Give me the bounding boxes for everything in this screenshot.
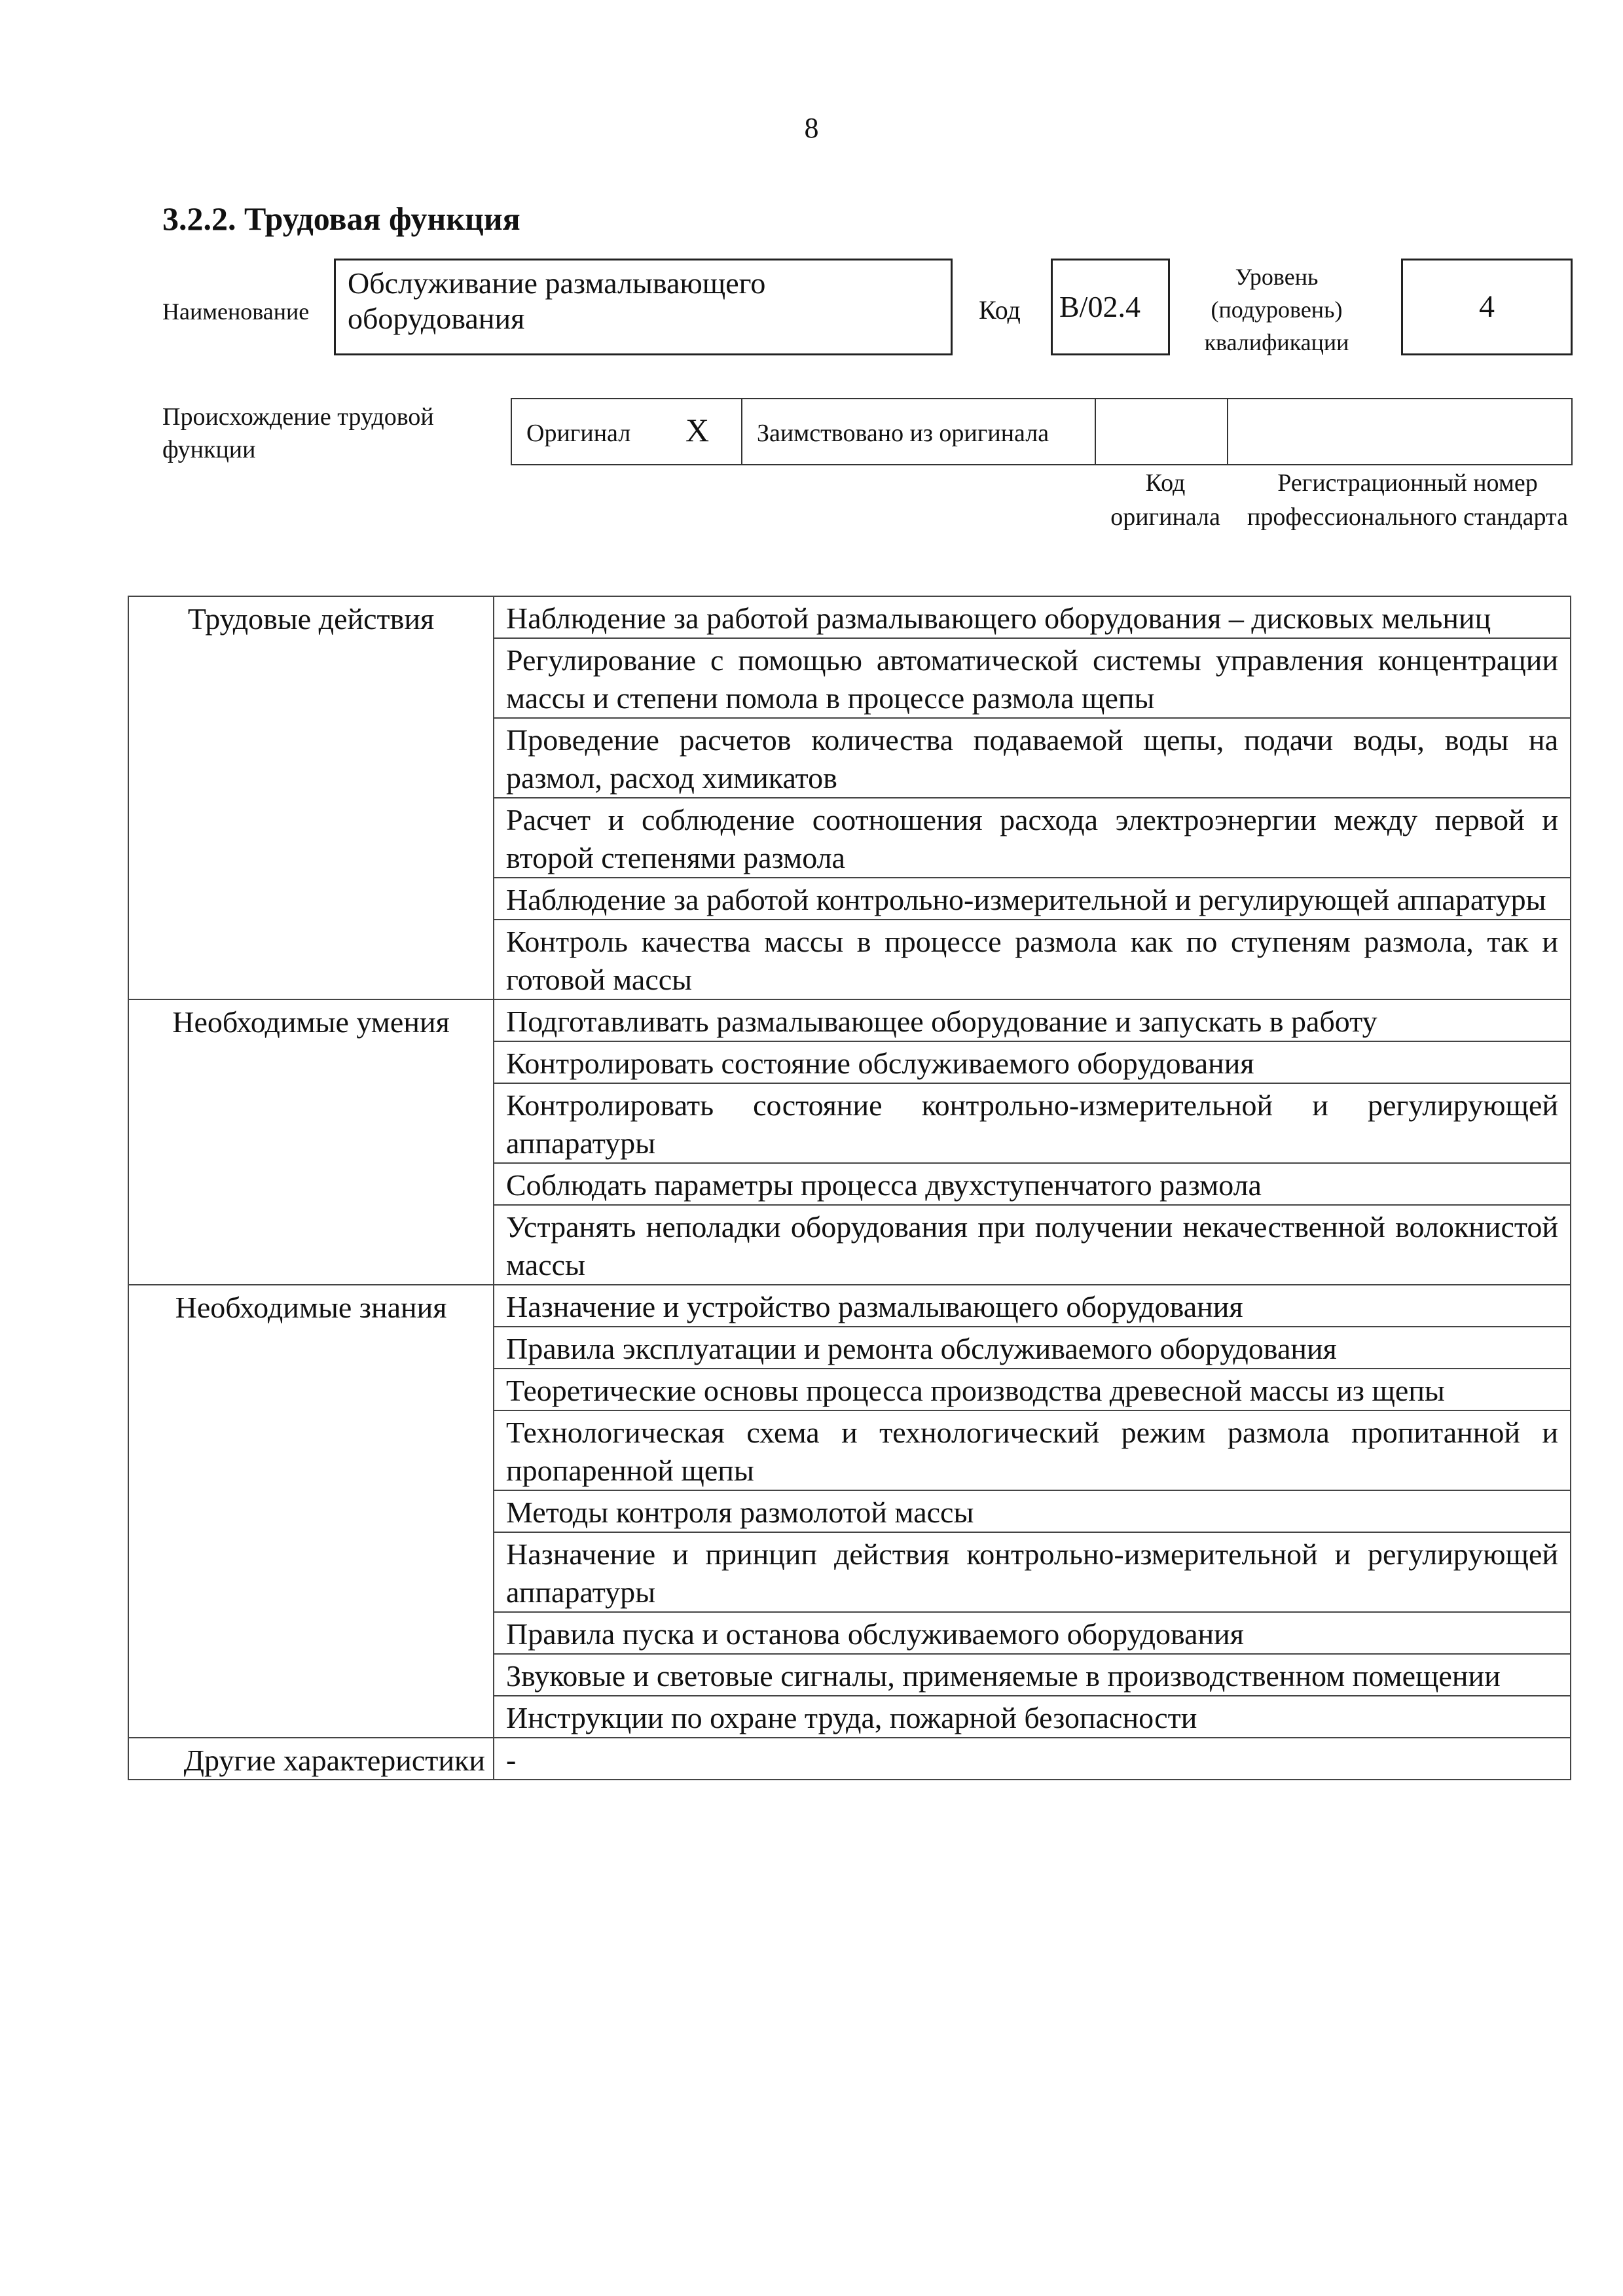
- section-item: Наблюдение за работой контрольно-измерительной и регулирующей аппаратуры: [494, 878, 1571, 920]
- origin-code-cell: [1096, 399, 1228, 464]
- caption-code: Код оригинала: [1110, 469, 1220, 531]
- level-label: Уровень (подуровень) квалификации: [1204, 264, 1349, 355]
- level-field: 4: [1401, 259, 1573, 355]
- section-title: 3.2.2. Трудовая функция: [162, 200, 520, 237]
- section-item: Звуковые и световые сигналы, применяемые в производственном помещении: [494, 1654, 1571, 1696]
- caption-reg: Регистрационный номер профессионального стандарта: [1247, 469, 1568, 531]
- code-field: B/02.4: [1051, 259, 1170, 355]
- section-item: Правила пуска и останова обслуживаемого оборудования: [494, 1612, 1571, 1654]
- section-item: Наблюдение за работой размалывающего оборудования – дисковых мельниц: [494, 596, 1571, 638]
- function-details-table: [128, 596, 1571, 1780]
- code-label: Код: [979, 295, 1021, 325]
- section-item: Правила эксплуатации и ремонта обслуживаемого оборудования: [494, 1327, 1571, 1369]
- section-item: Назначение и устройство размалывающего оборудования: [494, 1285, 1571, 1327]
- section-item: Расчет и соблюдение соотношения расхода электроэнергии между первой и второй степенями размола: [494, 798, 1571, 878]
- section-item: Методы контроля размолотой массы: [494, 1490, 1571, 1532]
- original-label: Оригинал: [526, 420, 631, 447]
- section-item: Контроль качества массы в процессе размола как по ступеням размола, так и готовой массы: [494, 920, 1571, 999]
- origin-table: [511, 398, 1573, 465]
- section-item: Назначение и принцип действия контрольно-измерительной и регулирующей аппаратуры: [494, 1532, 1571, 1612]
- origin-label: Происхождение трудовой функции: [162, 403, 434, 463]
- name-label: Наименование: [162, 298, 310, 325]
- original-mark: X: [685, 412, 710, 448]
- origin-borrowed-cell: [742, 399, 1096, 464]
- section-item: Соблюдать параметры процесса двухступенчатого размола: [494, 1163, 1571, 1205]
- section-item: Подготавливать размалывающее оборудование и запускать в работу: [494, 999, 1571, 1041]
- borrowed-label: Заимствовано из оригинала: [757, 420, 1049, 447]
- origin-reg-cell: [1228, 399, 1573, 464]
- table-row: [128, 1738, 1571, 1780]
- section-label: Необходимые знания: [128, 1285, 494, 1738]
- section-item: Инструкции по охране труда, пожарной безопасности: [494, 1696, 1571, 1738]
- section-label: Другие характеристики: [128, 1738, 494, 1780]
- section-item: Теоретические основы процесса производства древесной массы из щепы: [494, 1369, 1571, 1410]
- section-item: -: [494, 1738, 1571, 1780]
- section-item: Устранять неполадки оборудования при получении некачественной волокнистой массы: [494, 1205, 1571, 1285]
- section-item: Проведение расчетов количества подаваемой щепы, подачи воды, воды на размол, расход химикатов: [494, 718, 1571, 798]
- page-number: 8: [804, 112, 819, 144]
- function-name-field: Обслуживание размалывающего оборудования: [334, 259, 953, 355]
- section-item: Контролировать состояние контрольно-измерительной и регулирующей аппаратуры: [494, 1083, 1571, 1163]
- section-item: Регулирование с помощью автоматической системы управления концентрации массы и степени помола в процессе размола щепы: [494, 638, 1571, 718]
- table-row: [128, 1285, 1571, 1327]
- section-item: Технологическая схема и технологический режим размола пропитанной и пропаренной щепы: [494, 1410, 1571, 1490]
- section-item: Контролировать состояние обслуживаемого оборудования: [494, 1041, 1571, 1083]
- table-row: [128, 999, 1571, 1041]
- section-label: Трудовые действия: [128, 596, 494, 999]
- table-row: [128, 596, 1571, 638]
- section-label: Необходимые умения: [128, 999, 494, 1285]
- origin-original-cell: [512, 399, 742, 464]
